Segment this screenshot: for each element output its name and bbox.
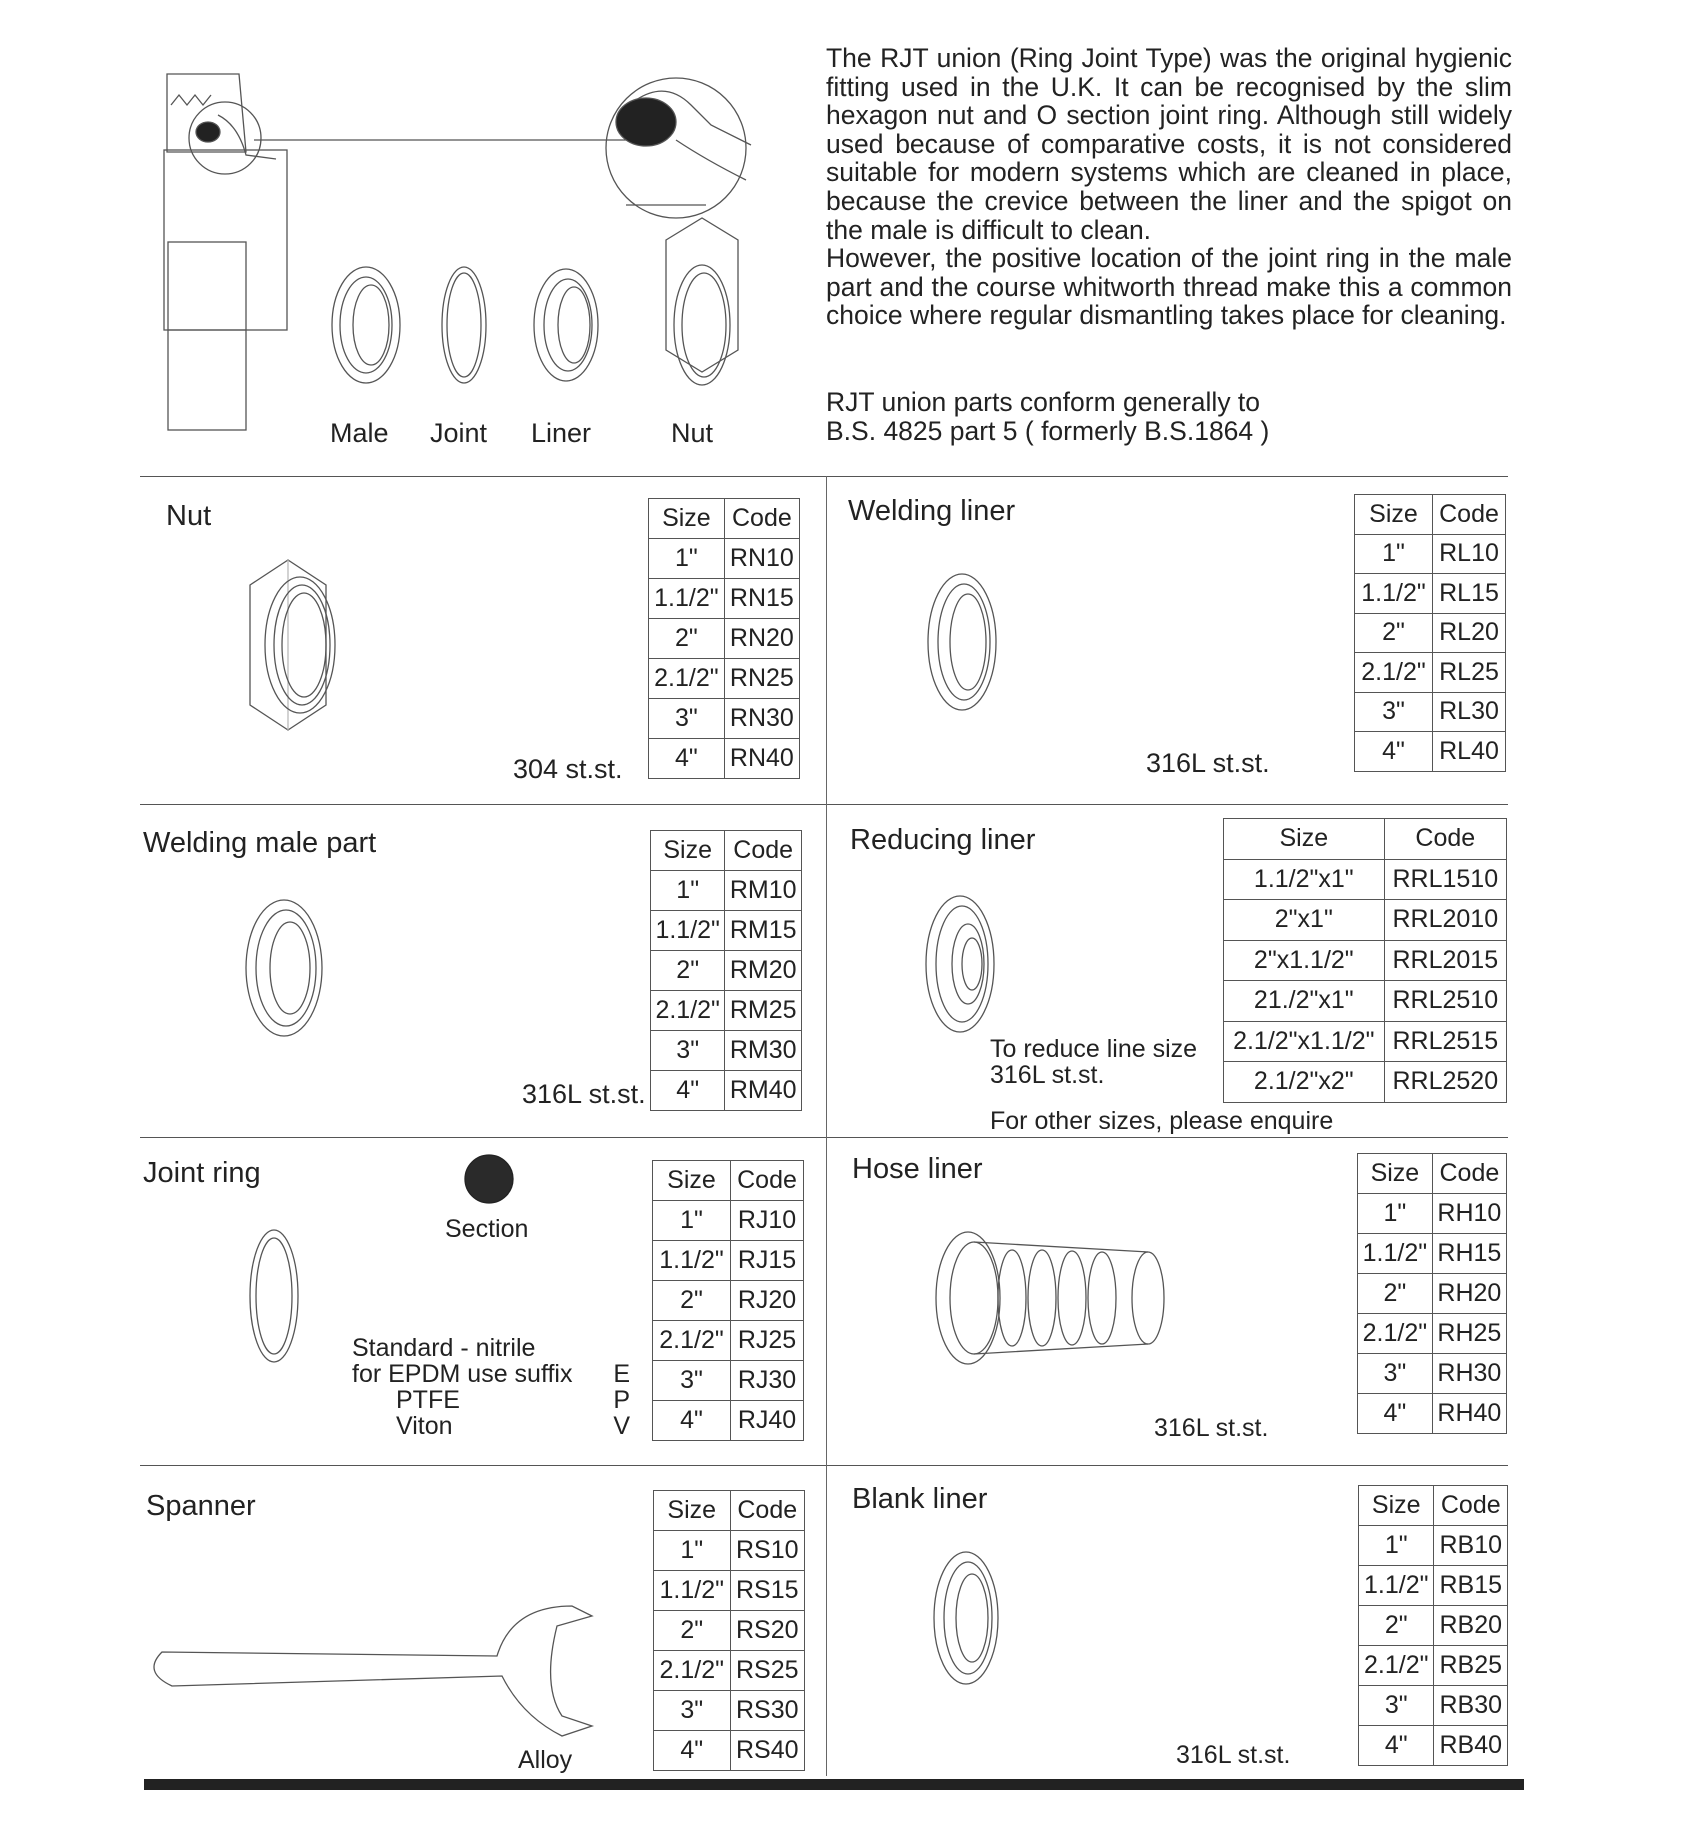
code-cell: RL25 — [1433, 653, 1506, 693]
spec-table-spanner — [653, 1490, 805, 1771]
table-row — [1355, 732, 1506, 772]
table-header-row — [1358, 1154, 1507, 1194]
size-cell: 4" — [1359, 1726, 1434, 1766]
code-cell: RB30 — [1434, 1686, 1508, 1726]
size-cell: 1.1/2" — [649, 579, 725, 619]
size-cell: 2.1/2"x1.1/2" — [1224, 1021, 1385, 1062]
size-cell: 1" — [651, 871, 725, 911]
part-label-nut: Nut — [671, 418, 714, 448]
size-cell: 3" — [653, 1361, 731, 1401]
code-header: Code — [725, 831, 802, 871]
divider — [140, 1465, 1508, 1466]
code-header: Code — [724, 499, 799, 539]
size-header: Size — [653, 1161, 731, 1201]
table-row — [1359, 1726, 1508, 1766]
table-row — [653, 1321, 804, 1361]
suffix-column — [600, 1361, 630, 1439]
size-cell: 4" — [1358, 1394, 1433, 1434]
code-cell: RH40 — [1432, 1394, 1506, 1434]
table-header-row — [1359, 1486, 1508, 1526]
code-cell: RL15 — [1433, 574, 1506, 614]
table-row — [1358, 1194, 1507, 1234]
table-row — [1224, 1021, 1507, 1062]
intro-paragraph-1: The RJT union (Ring Joint Type) was the original hygienic fitting used in the U.K. It can be recognised by the slim hexagon nut and O section joint ring. Although still widely used because of comparative costs, it is not considered suitable for modern systems which are cleaned in place, because the crevice between the liner and the spigot on the male is difficult to clean. — [826, 43, 1512, 245]
table-row — [1358, 1354, 1507, 1394]
size-cell: 4" — [651, 1071, 725, 1111]
size-cell: 2.1/2" — [651, 991, 725, 1031]
size-cell: 3" — [1359, 1686, 1434, 1726]
section-title-spanner: Spanner — [146, 1490, 256, 1522]
size-cell: 2.1/2" — [1359, 1646, 1434, 1686]
code-cell: RJ25 — [731, 1321, 804, 1361]
size-cell: 3" — [649, 699, 725, 739]
size-cell: 2" — [1358, 1274, 1433, 1314]
section-title-nut: Nut — [166, 500, 212, 532]
size-cell: 1" — [653, 1201, 731, 1241]
size-cell: 2" — [1355, 613, 1433, 653]
divider — [140, 804, 1508, 805]
table-row — [649, 539, 800, 579]
table-row — [1355, 534, 1506, 574]
code-cell: RH10 — [1432, 1194, 1506, 1234]
divider — [140, 476, 1508, 477]
table-row — [1224, 940, 1507, 981]
table-row — [1358, 1234, 1507, 1274]
code-cell: RJ10 — [731, 1201, 804, 1241]
size-cell: 3" — [1358, 1354, 1433, 1394]
table-header-row — [653, 1161, 804, 1201]
table-row — [651, 1031, 802, 1071]
ring-section-icon — [464, 1154, 516, 1206]
code-cell: RB10 — [1434, 1526, 1508, 1566]
table-row — [654, 1531, 805, 1571]
table-row — [1355, 653, 1506, 693]
size-cell: 2.1/2" — [1358, 1314, 1433, 1354]
spec-table-welding-male — [650, 830, 802, 1111]
table-row — [653, 1201, 804, 1241]
code-cell: RB40 — [1434, 1726, 1508, 1766]
code-cell: RM30 — [725, 1031, 802, 1071]
code-cell: RS10 — [730, 1531, 805, 1571]
material-spanner: Alloy — [518, 1746, 573, 1774]
size-cell: 2" — [651, 951, 725, 991]
blank-liner-drawing — [928, 1550, 1008, 1690]
size-header: Size — [654, 1491, 731, 1531]
reducing-note — [990, 1036, 1197, 1088]
code-cell: RRL1510 — [1384, 859, 1506, 900]
part-label-liner: Liner — [531, 418, 592, 448]
spanner-drawing — [142, 1560, 592, 1740]
table-row — [1359, 1606, 1508, 1646]
table-row — [649, 739, 800, 779]
table-row — [651, 991, 802, 1031]
size-cell: 1" — [649, 539, 725, 579]
size-header: Size — [1224, 819, 1385, 860]
size-cell: 2"x1.1/2" — [1224, 940, 1385, 981]
spec-rows-joint-ring — [653, 1161, 804, 1441]
size-cell: 2" — [1359, 1606, 1434, 1646]
size-cell: 3" — [651, 1031, 725, 1071]
section-title-joint-ring: Joint ring — [143, 1157, 261, 1189]
code-cell: RN15 — [724, 579, 799, 619]
spec-rows-spanner — [654, 1491, 805, 1771]
table-row — [653, 1401, 804, 1441]
part-label-joint: Joint — [430, 418, 488, 448]
code-header: Code — [1384, 819, 1506, 860]
section-title-blank-liner: Blank liner — [852, 1483, 988, 1515]
code-cell: RH20 — [1432, 1274, 1506, 1314]
code-cell: RRL2515 — [1384, 1021, 1506, 1062]
size-cell: 1.1/2" — [1359, 1566, 1434, 1606]
code-cell: RN20 — [724, 619, 799, 659]
size-header: Size — [1359, 1486, 1434, 1526]
table-row — [1224, 1062, 1507, 1103]
size-cell: 1" — [1355, 534, 1433, 574]
table-row — [1358, 1274, 1507, 1314]
reducing-enquire-note: For other sizes, please enquire — [990, 1107, 1334, 1135]
spec-rows-reducing-liner — [1224, 819, 1507, 1103]
material-blank-liner: 316L st.st. — [1176, 1741, 1291, 1769]
code-cell: RRL2010 — [1384, 900, 1506, 941]
table-row — [649, 659, 800, 699]
table-row — [1359, 1526, 1508, 1566]
table-row — [1358, 1314, 1507, 1354]
code-cell: RJ20 — [731, 1281, 804, 1321]
code-cell: RRL2510 — [1384, 981, 1506, 1022]
size-cell: 1.1/2" — [1355, 574, 1433, 614]
joint-ring-note-line-4: Viton — [396, 1412, 453, 1440]
table-row — [649, 619, 800, 659]
joint-ring-note — [352, 1335, 632, 1439]
standard-line-1: RJT union parts conform generally to — [826, 387, 1261, 417]
code-cell: RM15 — [725, 911, 802, 951]
table-row — [1224, 859, 1507, 900]
code-header: Code — [730, 1491, 805, 1531]
table-row — [1355, 692, 1506, 732]
part-label-male: Male — [330, 418, 389, 448]
section-title-hose-liner: Hose liner — [852, 1153, 983, 1185]
suffix-epdm: E — [613, 1360, 630, 1388]
reducing-note-line-1: To reduce line size — [990, 1035, 1198, 1063]
table-row — [649, 579, 800, 619]
table-row — [654, 1691, 805, 1731]
material-welding-liner: 316L st.st. — [1146, 748, 1270, 778]
code-cell: RN40 — [724, 739, 799, 779]
size-cell: 2.1/2" — [1355, 653, 1433, 693]
table-row — [1358, 1394, 1507, 1434]
table-row — [649, 699, 800, 739]
table-row — [1359, 1646, 1508, 1686]
code-cell: RM40 — [725, 1071, 802, 1111]
size-cell: 21./2"x1" — [1224, 981, 1385, 1022]
code-cell: RM10 — [725, 871, 802, 911]
size-cell: 3" — [654, 1691, 731, 1731]
size-cell: 4" — [1355, 732, 1433, 772]
spec-rows-welding-liner — [1355, 495, 1506, 772]
nut-drawing — [240, 555, 360, 735]
table-row — [653, 1361, 804, 1401]
column-divider — [826, 476, 827, 1776]
code-cell: RB25 — [1434, 1646, 1508, 1686]
size-cell: 2" — [649, 619, 725, 659]
spec-rows-nut — [649, 499, 800, 779]
size-cell: 1.1/2" — [1358, 1234, 1433, 1274]
code-cell: RRL2520 — [1384, 1062, 1506, 1103]
table-header-row — [1224, 819, 1507, 860]
table-row — [1359, 1686, 1508, 1726]
material-hose-liner: 316L st.st. — [1154, 1414, 1269, 1442]
spec-table-nut — [648, 498, 800, 779]
suffix-viton: V — [613, 1412, 630, 1440]
code-header: Code — [1432, 1154, 1506, 1194]
intro-text — [826, 44, 1512, 330]
size-cell: 4" — [653, 1401, 731, 1441]
code-cell: RL40 — [1433, 732, 1506, 772]
size-cell: 2" — [654, 1611, 731, 1651]
size-cell: 2.1/2" — [654, 1651, 731, 1691]
size-cell: 1.1/2" — [654, 1571, 731, 1611]
table-row — [654, 1651, 805, 1691]
code-cell: RS25 — [730, 1651, 805, 1691]
table-header-row — [649, 499, 800, 539]
size-cell: 2.1/2"x2" — [1224, 1062, 1385, 1103]
code-cell: RRL2015 — [1384, 940, 1506, 981]
size-header: Size — [651, 831, 725, 871]
code-cell: RS30 — [730, 1691, 805, 1731]
section-title-welding-liner: Welding liner — [848, 495, 1016, 527]
material-welding-male: 316L st.st. — [522, 1079, 646, 1109]
code-cell: RJ15 — [731, 1241, 804, 1281]
code-cell: RH30 — [1432, 1354, 1506, 1394]
table-row — [653, 1241, 804, 1281]
spec-table-joint-ring — [652, 1160, 804, 1441]
table-row — [1359, 1566, 1508, 1606]
size-cell: 2" — [653, 1281, 731, 1321]
size-cell: 4" — [654, 1731, 731, 1771]
standard-note — [826, 388, 1269, 445]
spec-table-blank-liner — [1358, 1485, 1508, 1766]
reducing-liner-drawing — [920, 892, 1020, 1042]
table-row — [1224, 900, 1507, 941]
code-cell: RN25 — [724, 659, 799, 699]
spec-rows-welding-male — [651, 831, 802, 1111]
spec-table-reducing-liner — [1223, 818, 1507, 1103]
joint-ring-drawing — [248, 1228, 308, 1368]
code-cell: RN10 — [724, 539, 799, 579]
table-header-row — [654, 1491, 805, 1531]
code-cell: RN30 — [724, 699, 799, 739]
code-cell: RL20 — [1433, 613, 1506, 653]
reducing-note-line-2: 316L st.st. — [990, 1061, 1105, 1089]
table-row — [654, 1611, 805, 1651]
size-cell: 2"x1" — [1224, 900, 1385, 941]
size-cell: 3" — [1355, 692, 1433, 732]
section-title-reducing-liner: Reducing liner — [850, 824, 1036, 856]
code-cell: RS40 — [730, 1731, 805, 1771]
code-header: Code — [731, 1161, 804, 1201]
table-row — [651, 871, 802, 911]
size-cell: 1.1/2" — [653, 1241, 731, 1281]
size-header: Size — [1358, 1154, 1433, 1194]
joint-ring-note-line-1: Standard - nitrile — [352, 1334, 536, 1362]
code-cell: RB15 — [1434, 1566, 1508, 1606]
standard-line-2: B.S. 4825 part 5 ( formerly B.S.1864 ) — [826, 415, 1270, 446]
hose-liner-drawing — [928, 1228, 1188, 1378]
intro-paragraph-2: However, the positive location of the joint ring in the male part and the course whitworth thread make this a common choice where regular dismantling takes place for cleaning. — [826, 243, 1512, 331]
table-row — [651, 951, 802, 991]
table-header-row — [651, 831, 802, 871]
code-cell: RL10 — [1433, 534, 1506, 574]
size-header: Size — [649, 499, 725, 539]
code-cell: RM25 — [725, 991, 802, 1031]
spec-table-hose-liner — [1357, 1153, 1507, 1434]
joint-ring-note-line-3: PTFE — [396, 1386, 460, 1414]
divider — [140, 1137, 1508, 1138]
code-cell: RS20 — [730, 1611, 805, 1651]
table-row — [654, 1731, 805, 1771]
size-cell: 1" — [1358, 1194, 1433, 1234]
table-row — [653, 1281, 804, 1321]
code-cell: RM20 — [725, 951, 802, 991]
code-cell: RJ30 — [731, 1361, 804, 1401]
size-cell: 1.1/2" — [651, 911, 725, 951]
size-cell: 1" — [654, 1531, 731, 1571]
material-nut: 304 st.st. — [513, 754, 623, 784]
table-row — [654, 1571, 805, 1611]
table-row — [1355, 613, 1506, 653]
size-cell: 4" — [649, 739, 725, 779]
size-header: Size — [1355, 495, 1433, 535]
welding-male-drawing — [240, 898, 340, 1038]
code-cell: RS15 — [730, 1571, 805, 1611]
table-row — [651, 911, 802, 951]
spec-table-welding-liner — [1354, 494, 1506, 772]
table-header-row — [1355, 495, 1506, 535]
code-header: Code — [1434, 1486, 1508, 1526]
table-row — [1224, 981, 1507, 1022]
size-cell: 1.1/2"x1" — [1224, 859, 1385, 900]
code-cell: RH15 — [1432, 1234, 1506, 1274]
bottom-bar — [144, 1779, 1524, 1790]
code-header: Code — [1433, 495, 1506, 535]
table-row — [651, 1071, 802, 1111]
code-cell: RJ40 — [731, 1401, 804, 1441]
size-cell: 1" — [1359, 1526, 1434, 1566]
joint-ring-note-line-2: for EPDM use suffix — [352, 1360, 573, 1388]
welding-liner-drawing — [920, 570, 1010, 720]
size-cell: 2.1/2" — [649, 659, 725, 699]
code-cell: RL30 — [1433, 692, 1506, 732]
code-cell: RH25 — [1432, 1314, 1506, 1354]
suffix-ptfe: P — [613, 1386, 630, 1414]
union-assembly-drawing — [136, 60, 756, 420]
code-cell: RB20 — [1434, 1606, 1508, 1646]
section-title-welding-male: Welding male part — [143, 827, 377, 859]
spec-rows-blank-liner — [1359, 1486, 1508, 1766]
table-row — [1355, 574, 1506, 614]
size-cell: 2.1/2" — [653, 1321, 731, 1361]
section-label: Section — [445, 1215, 529, 1243]
spec-rows-hose-liner — [1358, 1154, 1507, 1434]
